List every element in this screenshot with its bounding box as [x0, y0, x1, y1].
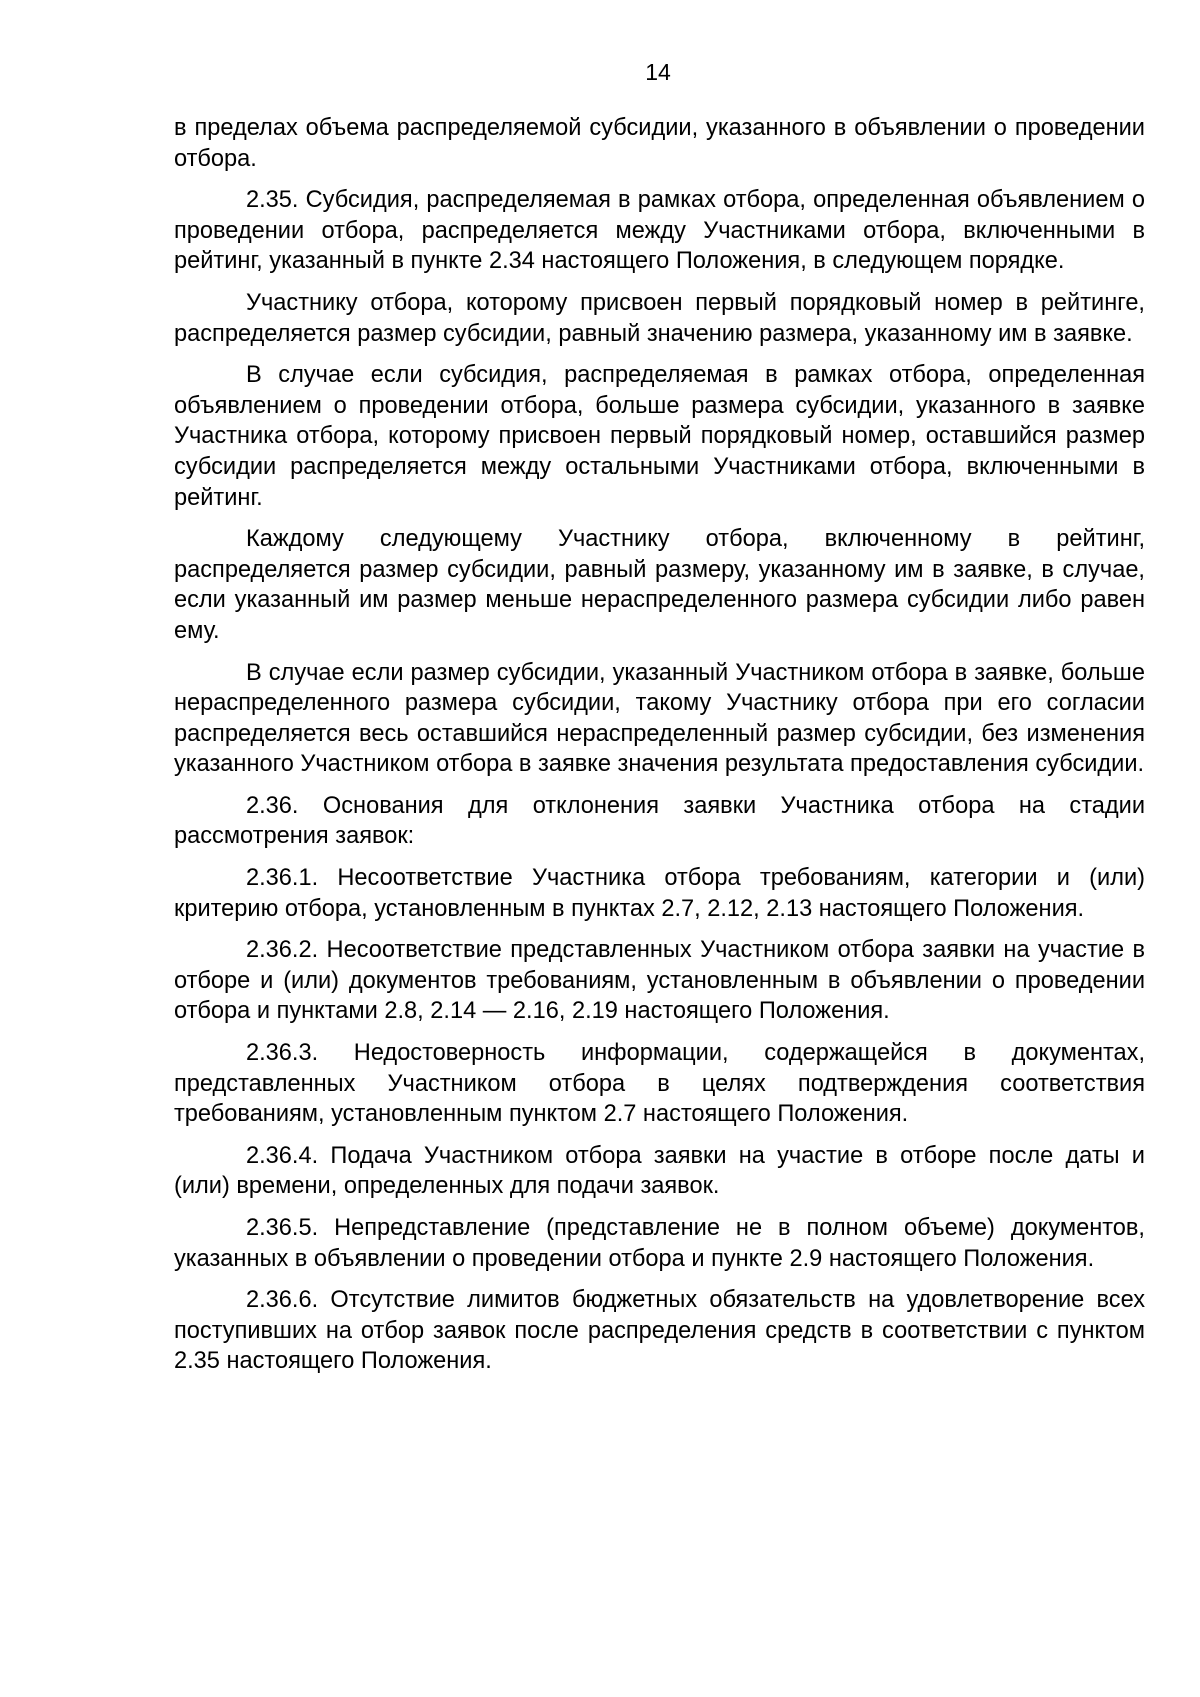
paragraph-2-35-first-participant: Участнику отбора, которому присвоен первый порядковый номер в рейтинге, распределяется размер субсидии, равный значению размера, указанному им в заявке.	[174, 289, 1145, 347]
paragraph-2-36-1: 2.36.1. Несоответствие Участника отбора требованиям, категории и (или) критерию отбора, установленным в пунктах 2.7, 2.12, 2.13 настоящего Положения.	[174, 865, 1145, 922]
paragraph-2-36-4: 2.36.4. Подача Участником отбора заявки на участие в отборе после даты и (или) времени, определенных для подачи заявок.	[174, 1142, 1145, 1200]
paragraph-2-35-remaining-subsidy: В случае если субсидия, распределяемая в рамках отбора, определенная объявлением о проведении отбора, больше размера субсидии, указанного в заявке Участника отбора, которому присвоен первый порядковый номер, оставшийся размер субсидии распределяется между остальными Участниками отбора, включенными в рейтинг.	[174, 362, 1145, 511]
paragraph-2-35-each-next-participant: Каждому следующему Участнику отбора, включенному в рейтинг, распределяется размер субсидии, равный размеру, указанному им в заявке, в случае, если указанный им размер меньше нераспределенного размера субсидии либо равен ему.	[174, 526, 1145, 644]
document-body	[174, 113, 1145, 1388]
paragraph-2-35: 2.35. Субсидия, распределяемая в рамках отбора, определенная объявлением о проведении отбора, распределяется между Участниками отбора, включенными в рейтинг, указанный в пункте 2.34 настоящего Положения, в следующем порядке.	[174, 187, 1145, 275]
paragraph-continuation: в пределах объема распределяемой субсидии, указанного в объявлении о проведении отбора.	[174, 115, 1145, 172]
page-number: 14	[645, 59, 671, 85]
paragraph-2-36-2: 2.36.2. Несоответствие представленных Участником отбора заявки на участие в отборе и (или) документов требованиям, установленным в объявлении о проведении отбора и пунктами 2.8, 2.14 — 2.16, 2.19 настоящего Положения.	[174, 937, 1145, 1025]
paragraph-2-35-larger-request: В случае если размер субсидии, указанный Участником отбора в заявке, больше нераспределенного размера субсидии, такому Участнику отбора при его согласии распределяется весь оставшийся нераспределенный размер субсидии, без изменения указанного Участником отбора в заявке значения результата предоставления субсидии.	[174, 659, 1145, 778]
paragraph-2-36-6: 2.36.6. Отсутствие лимитов бюджетных обязательств на удовлетворение всех поступивших на отбор заявок после распределения средств в соответствии с пунктом 2.35 настоящего Положения.	[174, 1287, 1145, 1375]
paragraph-2-36-5: 2.36.5. Непредставление (представление не в полном объеме) документов, указанных в объявлении о проведении отбора и пункте 2.9 настоящего Положения.	[174, 1215, 1145, 1272]
paragraph-2-36: 2.36. Основания для отклонения заявки Участника отбора на стадии рассмотрения заявок:	[174, 792, 1145, 850]
paragraph-2-36-3: 2.36.3. Недостоверность информации, содержащейся в документах, представленных Участником отбора в целях подтверждения соответствия требованиям, установленным пунктом 2.7 настоящего Положения.	[174, 1040, 1145, 1128]
